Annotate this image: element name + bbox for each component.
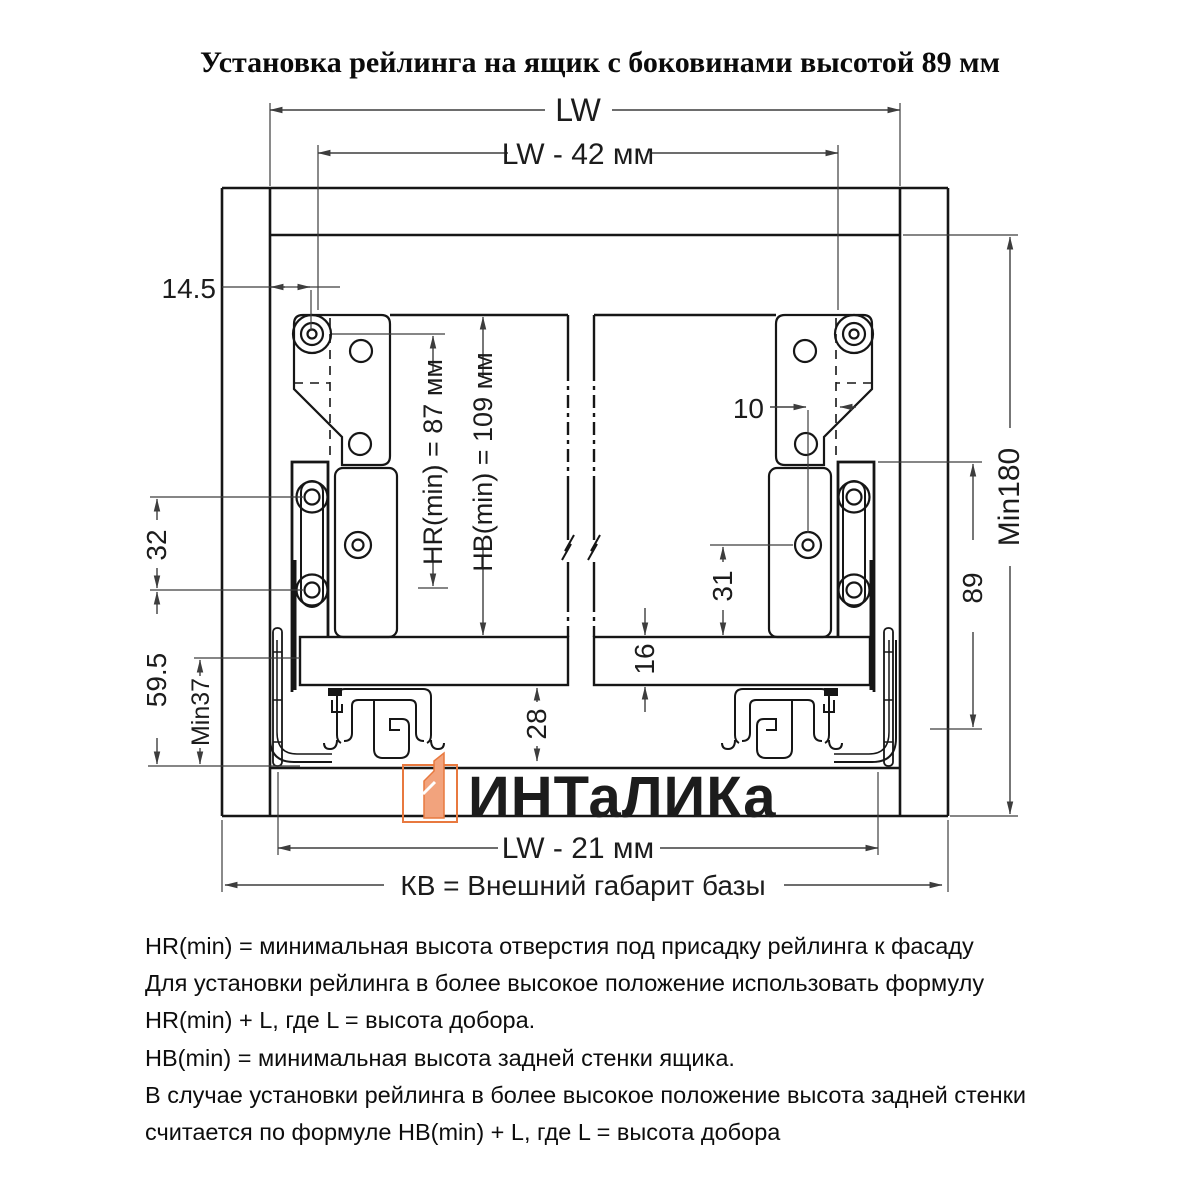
label-59-5: 59.5 xyxy=(141,652,172,708)
label-28: 28 xyxy=(521,708,552,740)
drawer-side-assembly-right xyxy=(722,315,896,766)
label-min37: Min37 xyxy=(187,677,215,747)
note-hr-line2: Для установки рейлинга в более высокое положение использовать формулу xyxy=(145,970,985,996)
note-hr-line3: HR(min) + L, где L = высота добора. xyxy=(145,1007,536,1033)
screw-icon xyxy=(308,330,317,339)
screw-icon xyxy=(305,583,320,598)
label-14-5: 14.5 xyxy=(161,273,216,304)
label-16: 16 xyxy=(629,643,660,675)
label-hr-min: HR(min) = 87 мм xyxy=(418,359,448,565)
note-hr-line1: HR(min) = минимальная высота отверстия под присадку рейлинга к фасаду xyxy=(145,933,974,959)
screw-icon xyxy=(353,540,364,551)
label-10: 10 xyxy=(732,393,764,424)
slide-rail-channel xyxy=(344,700,424,741)
drawer-bottom-panel-left xyxy=(300,637,568,685)
slide-rail-foot-right xyxy=(431,740,444,749)
label-kv: КВ = Внешний габарит базы xyxy=(400,870,766,901)
label-32: 32 xyxy=(141,529,172,561)
screw-icon xyxy=(293,315,331,353)
note-hr xyxy=(145,928,984,1039)
label-min180: Min180 xyxy=(993,447,1026,547)
bracket-hole-upper xyxy=(350,340,372,362)
label-31: 31 xyxy=(707,570,738,602)
label-lw-minus-21: LW - 21 мм xyxy=(501,832,655,865)
label-lw: LW xyxy=(555,92,601,128)
note-hb xyxy=(145,1040,1026,1151)
bracket-hole-lower xyxy=(349,433,371,455)
slide-rail-foot-left xyxy=(324,740,337,749)
dim-14-5 xyxy=(222,287,340,331)
side-inner-panel xyxy=(335,468,397,637)
screw-icon xyxy=(305,490,320,505)
note-hb-line3: считается по формуле HB(min) + L, где L = высота добора xyxy=(145,1119,781,1145)
screw-icon xyxy=(345,532,371,558)
screw-icon xyxy=(301,323,323,345)
logo-brand-text: ИНТаЛИКа xyxy=(468,765,777,830)
label-89: 89 xyxy=(957,572,988,604)
label-lw-minus-42: LW - 42 мм xyxy=(501,138,655,171)
dim-32 xyxy=(150,497,303,590)
label-hb-min: HB(min) = 109 мм xyxy=(468,352,498,572)
note-hb-line1: HB(min) = минимальная высота задней стенки ящика. xyxy=(145,1045,735,1071)
logo-one-icon xyxy=(424,753,444,818)
note-hb-line2: В случае установки рейлинга в более высокое положение высота задней стенки xyxy=(145,1082,1026,1108)
slide-rail-hook xyxy=(374,700,409,758)
watermark-logo xyxy=(403,753,777,830)
page-title: Установка рейлинга на ящик с боковинами высотой 89 мм xyxy=(199,46,1001,79)
